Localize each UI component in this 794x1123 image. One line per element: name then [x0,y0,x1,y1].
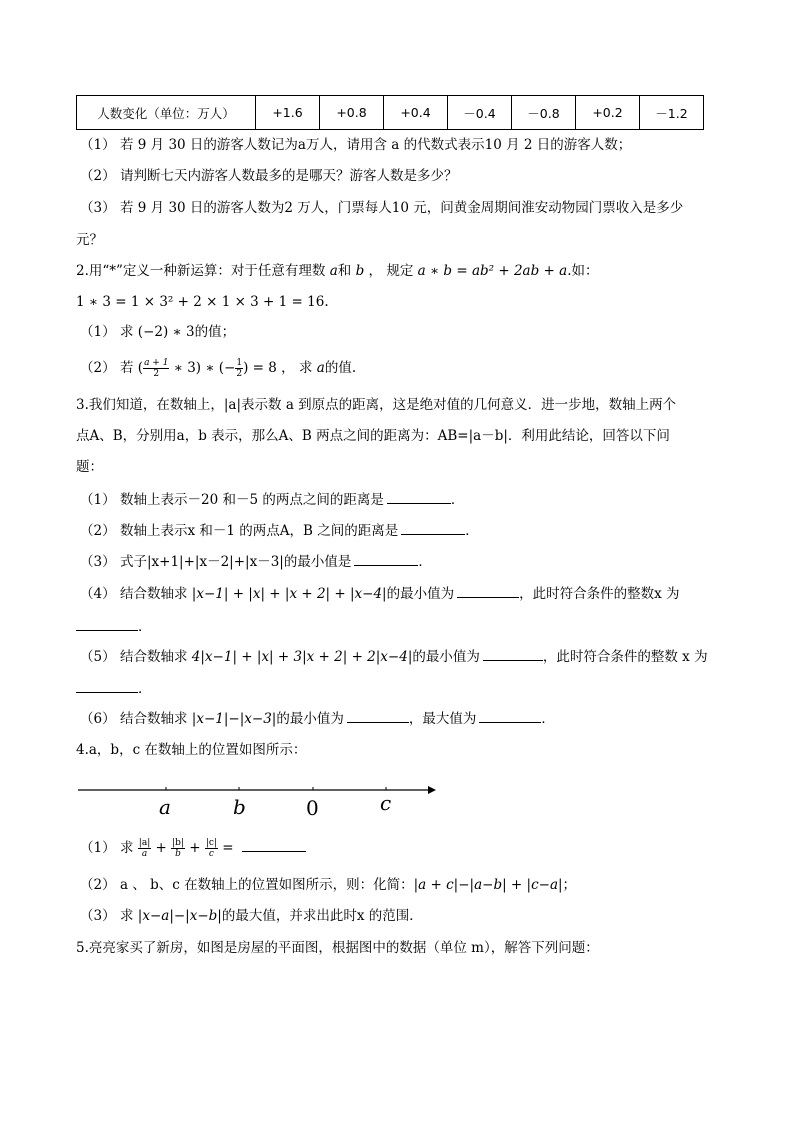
item-text: a 、 b、c 在数轴上的位置如图所示，则：化简： [120,877,414,893]
fraction-numerator: 1 [236,358,243,368]
q2-example [76,293,329,311]
q2-intro-text: 2.用“*”定义一种新运算：对于任意有理数 [76,263,330,279]
item-text: 结合数轴求 [120,586,192,602]
item-text: 若 9 月 30 日的游客人数为2 万人，门票每人10 元，问黄金周期间淮安动物园门票收入是多少 [120,200,684,216]
q3-item-3 [80,552,432,571]
item-text: 结合数轴求 [120,711,192,727]
item-text: 的值. [324,360,357,376]
number-line-figure [76,778,446,822]
item-text: 若 [120,360,138,376]
item-number: （3） [80,908,116,924]
item-number: （6） [80,711,116,727]
item-text: 的值； [194,324,236,340]
item-number: （3） [80,200,116,216]
item-text: ． [138,681,152,697]
table-header-cell: 人数变化（单位：万人） [77,96,256,130]
q2-intro-text: ， 规定 [364,263,418,279]
table-cell: +0.8 [320,96,384,130]
item-number: （1） [80,492,116,508]
table-cell: +0.4 [384,96,448,130]
fraction-numerator: |a| [138,838,151,848]
item-text: 求 [120,908,138,924]
q5-intro [76,939,599,957]
q1-item-3-cont [76,231,103,249]
math-expression: 4|x−1| + |x| + 3|x + 2| + 2|x−4| [191,649,413,665]
q4-item-2 [80,876,576,894]
fraction-denominator: a [141,849,148,859]
fraction-denominator: b [175,849,181,859]
intro-text: 5.亮亮家买了新房，如图是房屋的平面图，根据图中的数据（单位 m），解答下列问题： [76,940,599,956]
item-text: ； [562,877,577,893]
item-number: （1） [80,324,116,340]
q3-intro-line-1 [76,396,676,414]
math-expression: (−2) ∗ 3 [137,324,195,340]
q3-intro-line-2 [76,427,670,445]
item-text: 求 [120,324,138,340]
q3-item-4 [80,584,680,603]
item-number: （2） [80,523,116,539]
answer-blank[interactable] [76,679,138,693]
answer-blank[interactable] [347,709,409,723]
item-text: 的最小值为 [276,711,344,727]
item-number: （1） [80,137,116,153]
fraction-denominator: c [208,849,214,859]
intro-text: 3.我们知道，在数轴上，|a|表示数 a 到原点的距离，这是绝对值的几何意义．进一步地，数轴上两个 [76,397,677,413]
item-number: （5） [80,649,116,665]
answer-blank[interactable] [387,490,451,504]
intro-text: 题： [76,459,103,475]
answer-blank[interactable] [354,552,418,566]
q2-intro-text: 和 [337,263,356,279]
item-text: 数轴上表示－20 和－5 的两点之间的距离是 [120,492,384,508]
answer-blank[interactable] [479,709,541,723]
item-text: 的最小值为 [412,649,480,665]
fraction [205,838,218,859]
math-expression: |a + c|−|a−b| + |c−a| [413,877,563,893]
fraction [143,358,169,379]
math-expression: ∗ 3) ∗ (− [169,360,236,376]
intro-text: 4.a，b，c 在数轴上的位置如图所示： [76,742,307,758]
math-expression: |x−1| + |x| + |x + 2| + |x−4| [191,586,387,602]
fraction-denominator: 2 [153,369,160,379]
item-text: 结合数轴求 [120,649,192,665]
item-text: 的最大值，并求出此时x 的范围． [221,908,423,924]
answer-blank[interactable] [401,521,465,535]
answer-blank[interactable] [76,617,138,631]
q3-item-4-cont [76,617,152,636]
item-text: 求 [120,840,138,856]
operation-rule: a ∗ b = ab² + 2ab + a [417,263,568,279]
item-text: ． [138,619,152,635]
fraction-denominator: 2 [236,369,243,379]
axis-label-a: a [159,795,171,819]
axis-label-c: c [380,791,392,815]
intro-text: 点A、B，分别用a，b 表示，那么A、B 两点之间的距离为：AB=|a－b|．利用此结论，回答以下问 [76,428,670,444]
item-text: ． [541,711,555,727]
axis-label-zero: 0 [306,796,319,820]
q3-item-5 [80,647,708,666]
q3-item-5-cont [76,679,152,698]
q1-item-2 [80,167,458,185]
q3-item-2 [80,521,479,540]
q4-intro [76,741,306,759]
item-text: ，此时符合条件的整数x 为 [519,586,680,602]
fraction-numerator: |c| [205,838,217,848]
q2-intro [76,262,598,280]
item-number: （3） [80,554,116,570]
q2-intro-text: .如： [567,263,599,279]
math-operator: + [184,840,205,856]
fraction [138,838,151,859]
table-cell: +1.6 [256,96,320,130]
fraction [171,838,185,859]
item-text: 元？ [76,232,103,248]
math-operator: + [151,840,172,856]
q3-item-1 [80,490,464,509]
example-equation: 1 ∗ 3 = 1 × 3² + 2 × 1 × 3 + 1 = 16. [76,294,329,310]
item-number: （4） [80,586,116,602]
q2-item-1 [80,323,235,341]
table-cell: －1.2 [640,96,704,130]
item-text: 式子|x+1|+|x－2|+|x－3|的最小值是 [120,554,352,570]
math-expression: |x−1|−|x−3| [191,711,277,727]
item-text: 数轴上表示x 和－1 的两点A，B 之间的距离是 [120,523,399,539]
q3-item-6 [80,709,555,728]
math-expression: ) = 8 [243,360,282,376]
fraction-numerator: |b| [172,838,184,848]
item-text: ，最大值为 [408,711,477,727]
q1-item-1 [80,136,631,154]
table-cell: －0.8 [512,96,576,130]
item-text: 若 9 月 30 日的游客人数记为a万人，请用含 a 的代数式表示10 月 2 日的游客人数； [120,137,632,153]
item-number: （2） [80,168,116,184]
q3-intro-line-3 [76,458,103,476]
math-expression: |x−a|−|x−b| [137,908,222,924]
item-number: （2） [80,360,116,376]
visitor-change-table [76,95,704,130]
axis-label-b: b [233,795,246,819]
q1-item-3 [80,199,683,217]
item-text: 的最小值为 [386,586,455,602]
item-text: ． [418,554,432,570]
table-cell: －0.4 [448,96,512,130]
item-text: ，此时符合条件的整数 x 为 [542,649,708,665]
q4-item-3 [80,907,423,925]
item-number: （2） [80,877,116,893]
item-text: 请判断七天内游客人数最多的是哪天？游客人数是多少？ [120,168,458,184]
table-cell: +0.2 [576,96,640,130]
fraction [235,358,243,379]
var-a: a [329,263,338,279]
var-a: a [316,360,325,376]
q4-item-1 [80,838,306,859]
fraction-numerator: a + 1 [144,358,169,368]
answer-blank[interactable] [483,647,543,661]
math-operator: = [217,840,238,856]
item-number: （1） [80,840,116,856]
answer-blank[interactable] [242,838,306,852]
answer-blank[interactable] [457,584,519,598]
table-row [77,96,704,130]
item-text: ． [450,492,465,508]
axis-arrow [428,786,436,794]
item-text: ． [465,523,479,539]
q2-item-2: （2） 若 ( $\frac{a + 1}{2}$ ∗ 3) ∗ (− $\frac{1}{2}$ ) = 8 ， 求 a的值. [80,358,357,379]
item-text: ， 求 [281,360,317,376]
var-b: b [355,263,365,279]
